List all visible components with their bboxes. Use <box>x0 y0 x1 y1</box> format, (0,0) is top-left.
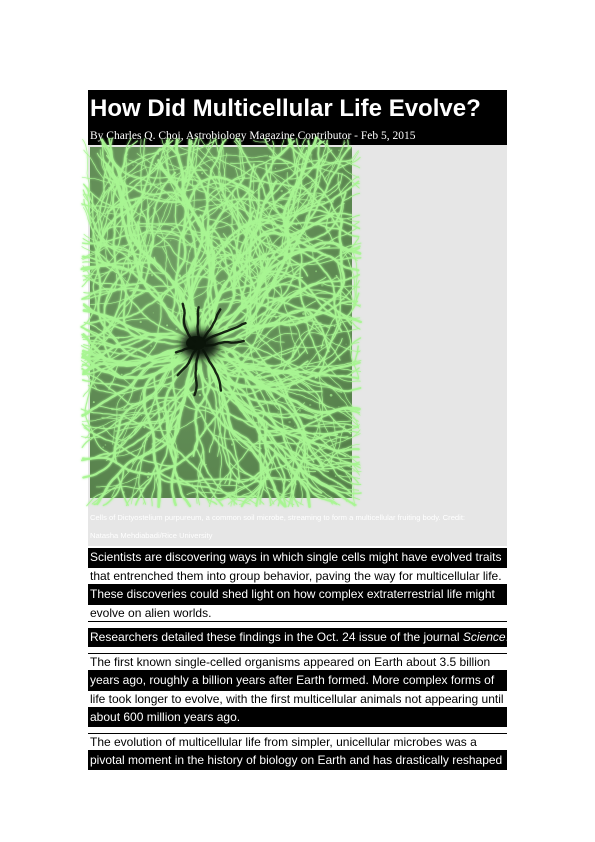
speck <box>178 454 179 455</box>
speck <box>275 168 277 170</box>
text-line: pivotal moment in the history of biology on Earth and has drastically reshaped <box>88 751 507 770</box>
speck <box>151 274 153 276</box>
speck <box>330 394 333 397</box>
paragraph <box>88 628 507 647</box>
speck <box>191 456 192 457</box>
speck <box>205 215 207 217</box>
speck <box>315 270 317 272</box>
text-span: . <box>505 630 509 644</box>
journal-name: Science <box>462 630 506 644</box>
microscopy-image <box>90 147 352 498</box>
byline: By Charles Q. Choi, Astrobiology Magazine Contributor - Feb 5, 2015 <box>90 130 416 142</box>
speck <box>141 415 142 416</box>
figure-caption <box>88 509 507 545</box>
speck <box>206 378 207 379</box>
text-line: The first known single-celled organisms appeared on Earth about 3.5 billion <box>88 653 507 672</box>
speck <box>176 328 178 330</box>
text-line: These discoveries could shed light on how complex extraterrestrial life might <box>88 585 507 604</box>
speck <box>121 374 123 376</box>
speck <box>280 190 283 193</box>
text-line: about 600 million years ago. <box>88 708 507 727</box>
caption-line: Natasha Mehdiabadi/Rice University <box>90 531 213 540</box>
caption-line: Cells of Dictyostelium purpureum, a common soil microbe, streaming to form a multicellular fruiting body. Credit: <box>90 513 466 522</box>
filament-path <box>198 307 199 339</box>
speck <box>278 411 279 412</box>
speck <box>288 421 290 423</box>
article-title: How Did Multicellular Life Evolve? <box>90 95 481 122</box>
speck <box>335 475 337 477</box>
speck <box>294 426 295 427</box>
speck <box>140 321 142 323</box>
filament-path <box>354 222 359 226</box>
text-line: evolve on alien worlds. <box>88 604 507 623</box>
speck <box>143 426 145 428</box>
speck <box>105 444 107 446</box>
speck <box>132 164 133 165</box>
text-span: Researchers detailed these findings in the Oct. 24 issue of the journal <box>90 630 463 644</box>
speck <box>338 149 340 151</box>
article-header <box>88 90 507 145</box>
paragraph <box>88 653 507 727</box>
speck <box>131 256 132 257</box>
text-line: life took longer to evolve, with the first multicellular animals not appearing until <box>88 690 507 709</box>
paragraph <box>88 733 507 770</box>
speck <box>334 325 336 327</box>
speck <box>102 446 104 448</box>
figure <box>88 145 507 546</box>
speck <box>115 379 116 380</box>
speck <box>231 443 233 445</box>
text-line: Scientists are discovering ways in which single cells might have evolved traits <box>88 548 507 567</box>
speck <box>170 240 171 241</box>
paragraph <box>88 548 507 622</box>
speck <box>299 409 301 411</box>
speck <box>346 344 347 345</box>
speck <box>150 345 152 347</box>
speck <box>338 406 339 407</box>
speck <box>309 404 311 406</box>
speck <box>199 394 201 396</box>
article-body <box>88 548 507 776</box>
text-line <box>88 628 507 647</box>
speck <box>124 277 125 278</box>
text-line: that entrenched them into group behavior, paving the way for multicellular life. <box>88 567 507 586</box>
speck <box>147 476 149 478</box>
speck <box>126 407 128 409</box>
speck <box>256 192 257 193</box>
speck <box>166 324 168 326</box>
speck <box>302 312 305 315</box>
text-line: The evolution of multicellular life from simpler, unicellular microbes was a <box>88 733 507 752</box>
speck <box>153 312 154 313</box>
speck <box>93 401 95 403</box>
speck <box>321 284 324 287</box>
speck <box>201 172 203 174</box>
speck <box>136 353 138 355</box>
speck <box>311 154 312 155</box>
filament-path <box>348 140 349 150</box>
text-line: years ago, roughly a billion years after Earth formed. More complex forms of <box>88 671 507 690</box>
